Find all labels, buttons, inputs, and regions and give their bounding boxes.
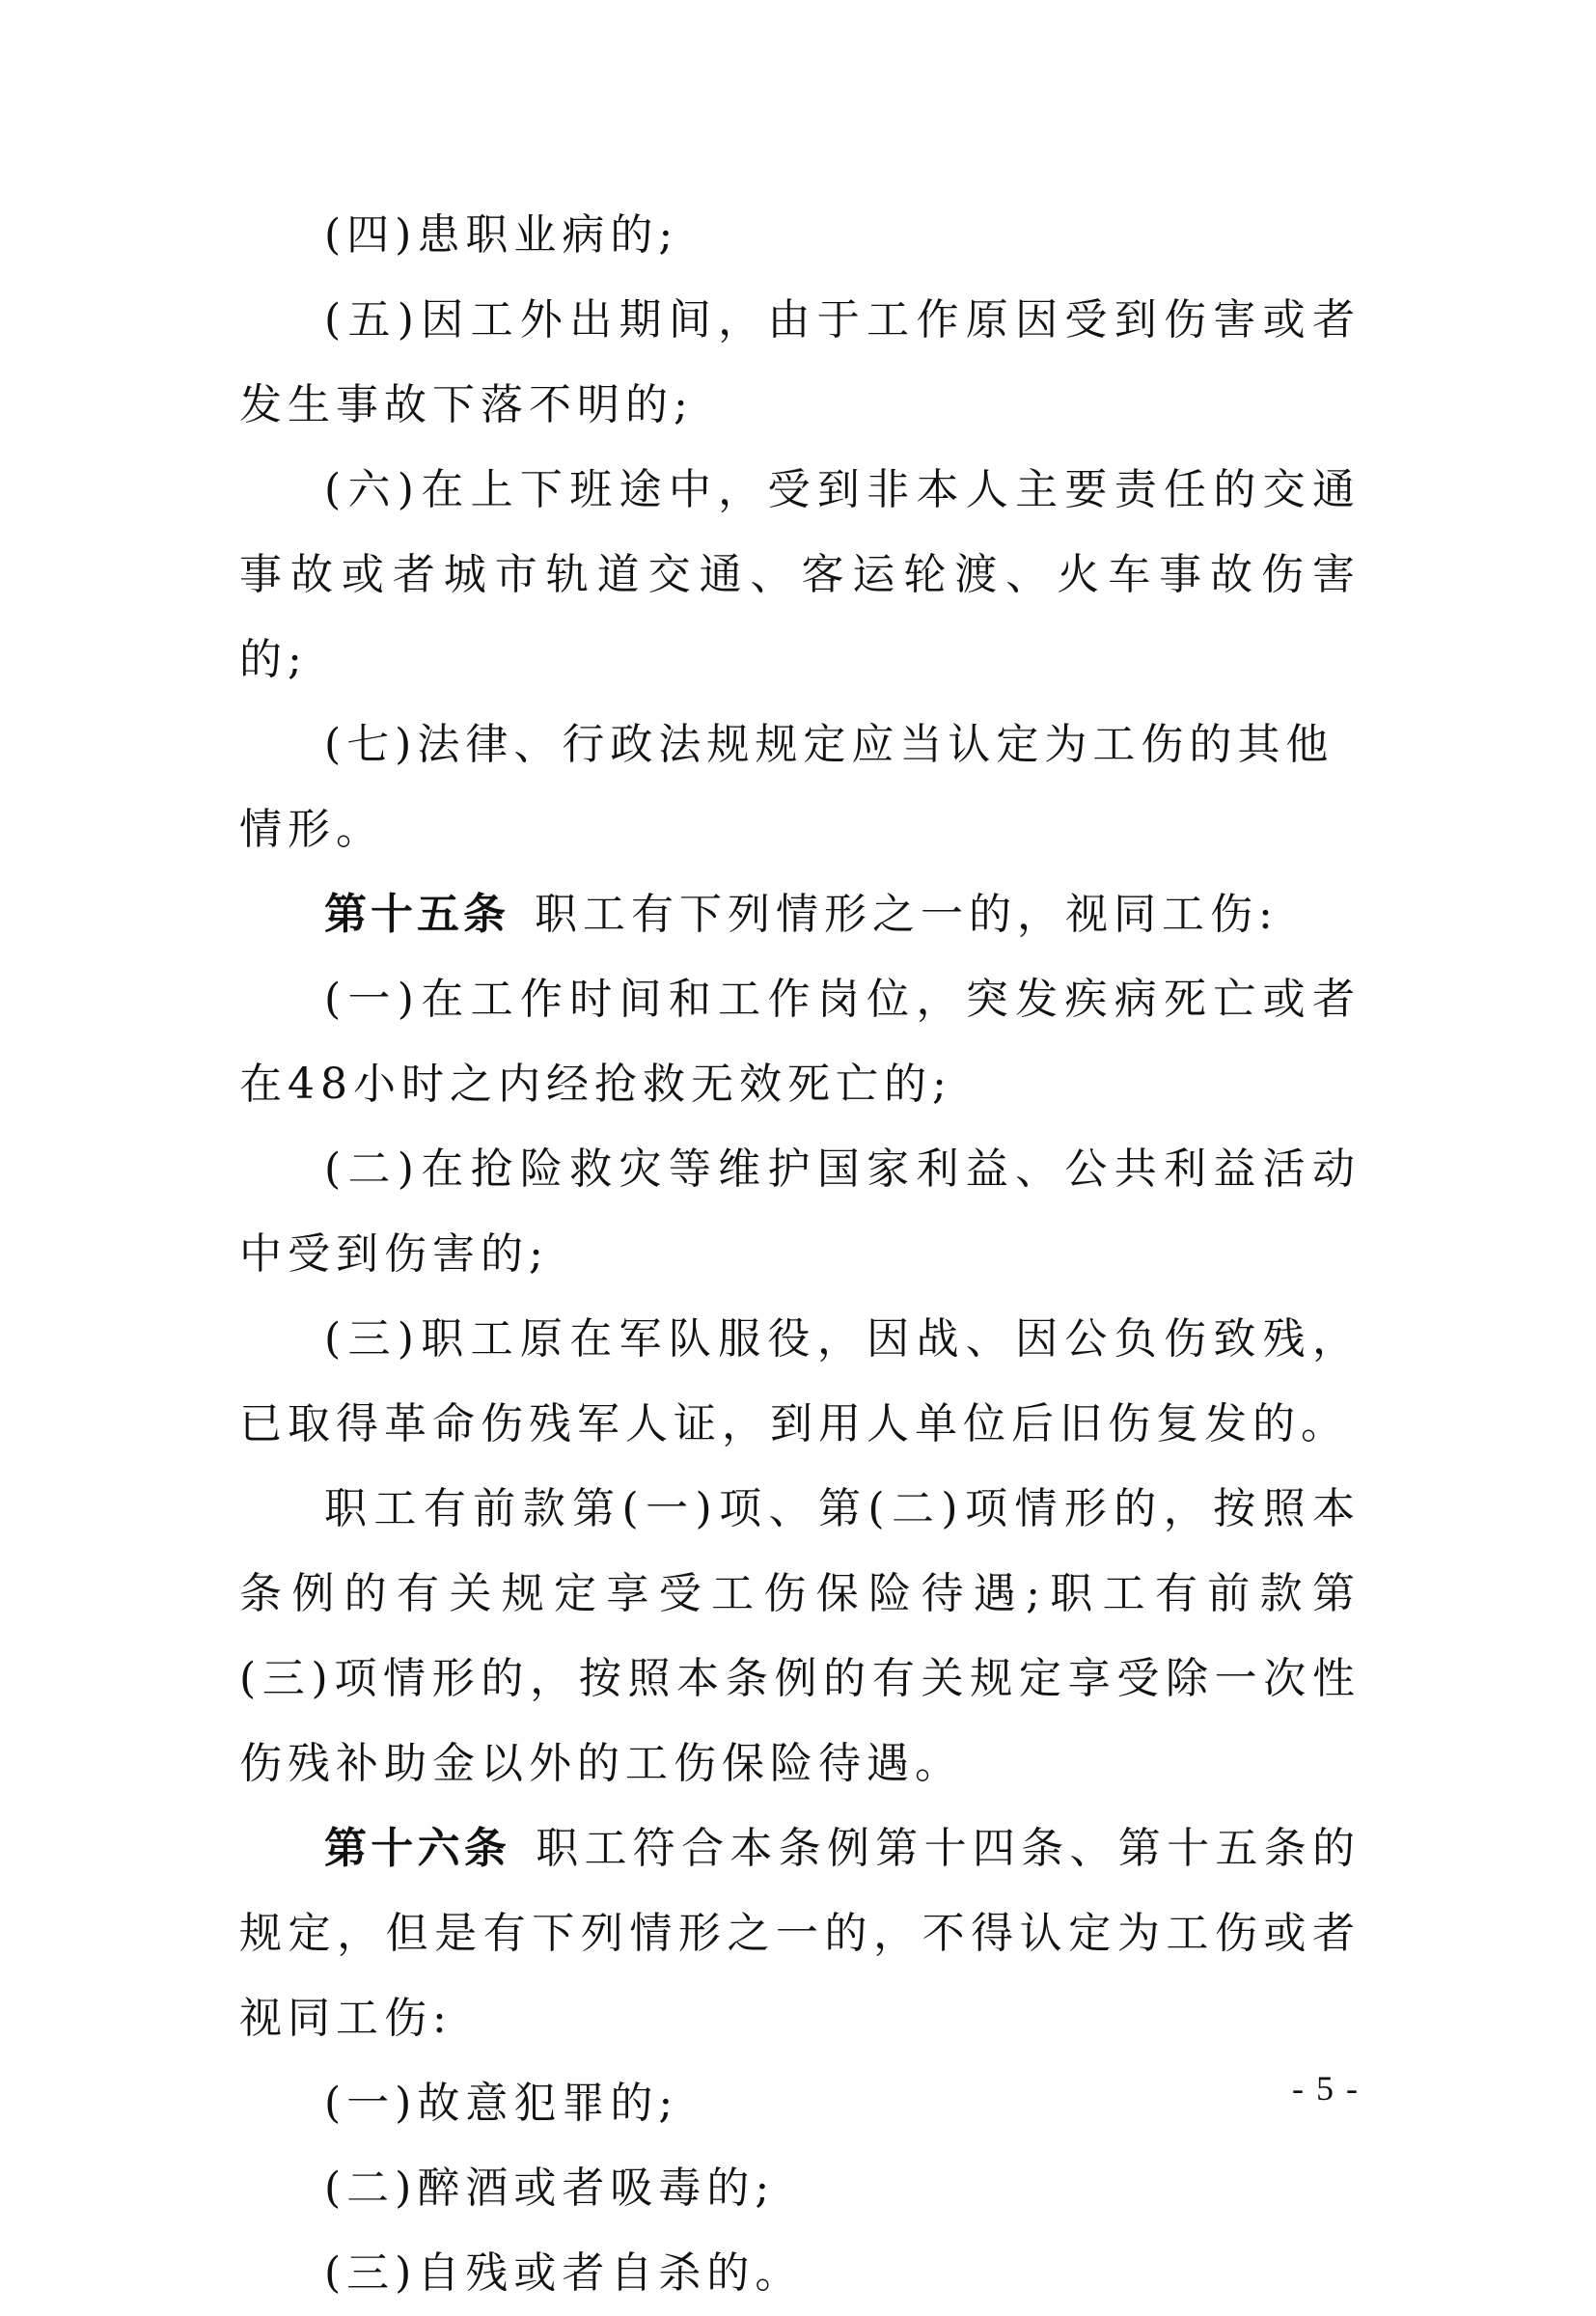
paragraph-item-7 [239, 703, 1361, 872]
article-15-item-1 [239, 957, 1361, 1127]
paragraph-item-6 [239, 448, 1361, 703]
article-16 [239, 1806, 1361, 2061]
paragraph-text: (三)职工原在军队服役，因战、因公负伤致残，已取得革命伤残军人证，到用人单位后旧伤复发的。 [239, 1314, 1361, 1448]
paragraph-text: (三)自残或者自杀的。 [324, 2248, 804, 2298]
paragraph-text: (一)在工作时间和工作岗位，突发疾病死亡或者在48小时之内经抢救无效死亡的; [239, 975, 1361, 1109]
page-number: - 5 - [1292, 2069, 1360, 2108]
paragraph-item-5 [239, 278, 1361, 448]
paragraph-text: (一)故意犯罪的; [324, 2079, 679, 2128]
document-body [239, 193, 1361, 2316]
article-15-item-3 [239, 1297, 1361, 1467]
paragraph-text: (七)法律、行政法规规定应当认定为工伤的其他情形。 [239, 720, 1335, 854]
article-16-item-2 [239, 2146, 1361, 2231]
paragraph-text: 职工有前款第(一)项、第(二)项情形的，按照本条例的有关规定享受工伤保险待遇;职工有前款第(三)项情形的，按照本条例的有关规定享受除一次性伤残补助金以外的工伤保险待遇。 [239, 1484, 1361, 1788]
paragraph-text: (四)患职业病的; [324, 210, 679, 260]
article-15-clause [239, 1467, 1361, 1806]
article-label: 第十六条 [324, 1824, 511, 1873]
paragraph-text: (二)醉酒或者吸毒的; [324, 2164, 776, 2213]
paragraph-text: (六)在上下班途中，受到非本人主要责任的交通事故或者城市轨道交通、客运轮渡、火车事故伤害的; [239, 465, 1361, 684]
paragraph-text: (五)因工外出期间，由于工作原因受到伤害或者发生事故下落不明的; [239, 295, 1361, 429]
article-16-item-1 [239, 2061, 1361, 2146]
article-label: 第十五条 [324, 890, 509, 939]
article-15 [239, 872, 1361, 957]
article-text: 职工符合本条例第十四条、第十五条的规定，但是有下列情形之一的，不得认定为工伤或者视同工伤: [239, 1824, 1362, 2043]
article-15-item-2 [239, 1127, 1361, 1297]
article-text: 职工有下列情形之一的，视同工伤: [535, 890, 1279, 939]
paragraph-item-4 [239, 193, 1361, 278]
article-16-item-3 [239, 2231, 1361, 2316]
paragraph-text: (二)在抢险救灾等维护国家利益、公共利益活动中受到伤害的; [239, 1144, 1361, 1279]
